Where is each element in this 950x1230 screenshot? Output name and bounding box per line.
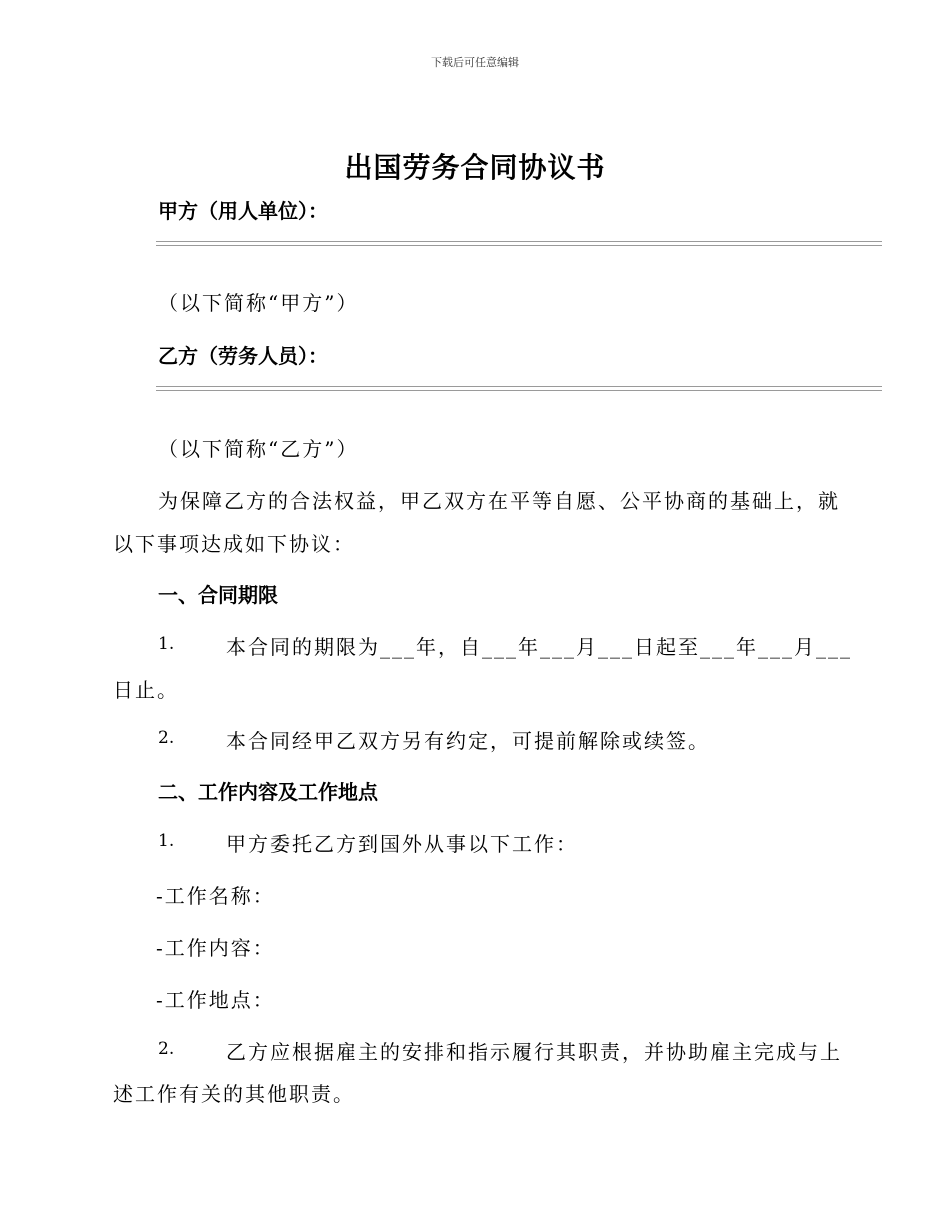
party-b-alias: （以下简称“乙方”）	[158, 437, 359, 461]
item-text: 本合同的期限为___年，自___年___月___日起至___年___月___	[226, 635, 852, 659]
preamble-line-1: 为保障乙方的合法权益，甲乙双方在平等自愿、公平协商的基础上，就	[158, 489, 840, 513]
party-b-label: 乙方（劳务人员）：	[158, 344, 328, 368]
section-2-heading: 二、工作内容及工作地点	[158, 780, 378, 804]
item-text-continued: 述工作有关的其他职责。	[113, 1082, 355, 1106]
item-number: 2.	[158, 728, 175, 748]
party-a-alias: （以下简称“甲方”）	[158, 291, 359, 315]
section-1-heading: 一、合同期限	[158, 583, 278, 607]
job-name-field: -工作名称：	[156, 884, 275, 908]
item-number: 1.	[158, 831, 175, 851]
item-text: 本合同经甲乙双方另有约定，可提前解除或续签。	[226, 729, 710, 753]
item-text: 甲方委托乙方到国外从事以下工作：	[226, 832, 578, 856]
job-location-field: -工作地点：	[156, 988, 275, 1012]
item-number: 1.	[158, 634, 175, 654]
party-b-fill-line	[156, 386, 882, 391]
item-text-continued: 日止。	[113, 678, 179, 702]
item-text: 乙方应根据雇主的安排和指示履行其职责，并协助雇主完成与上	[226, 1040, 842, 1064]
preamble-line-2: 以下事项达成如下协议：	[113, 532, 355, 556]
item-number: 2.	[158, 1039, 175, 1059]
party-a-label: 甲方（用人单位）：	[158, 199, 328, 223]
party-a-fill-line	[156, 241, 882, 246]
page-header-note: 下载后可任意编辑	[431, 56, 519, 69]
job-content-field: -工作内容：	[156, 936, 275, 960]
document-title: 出国劳务合同协议书	[344, 151, 606, 184]
